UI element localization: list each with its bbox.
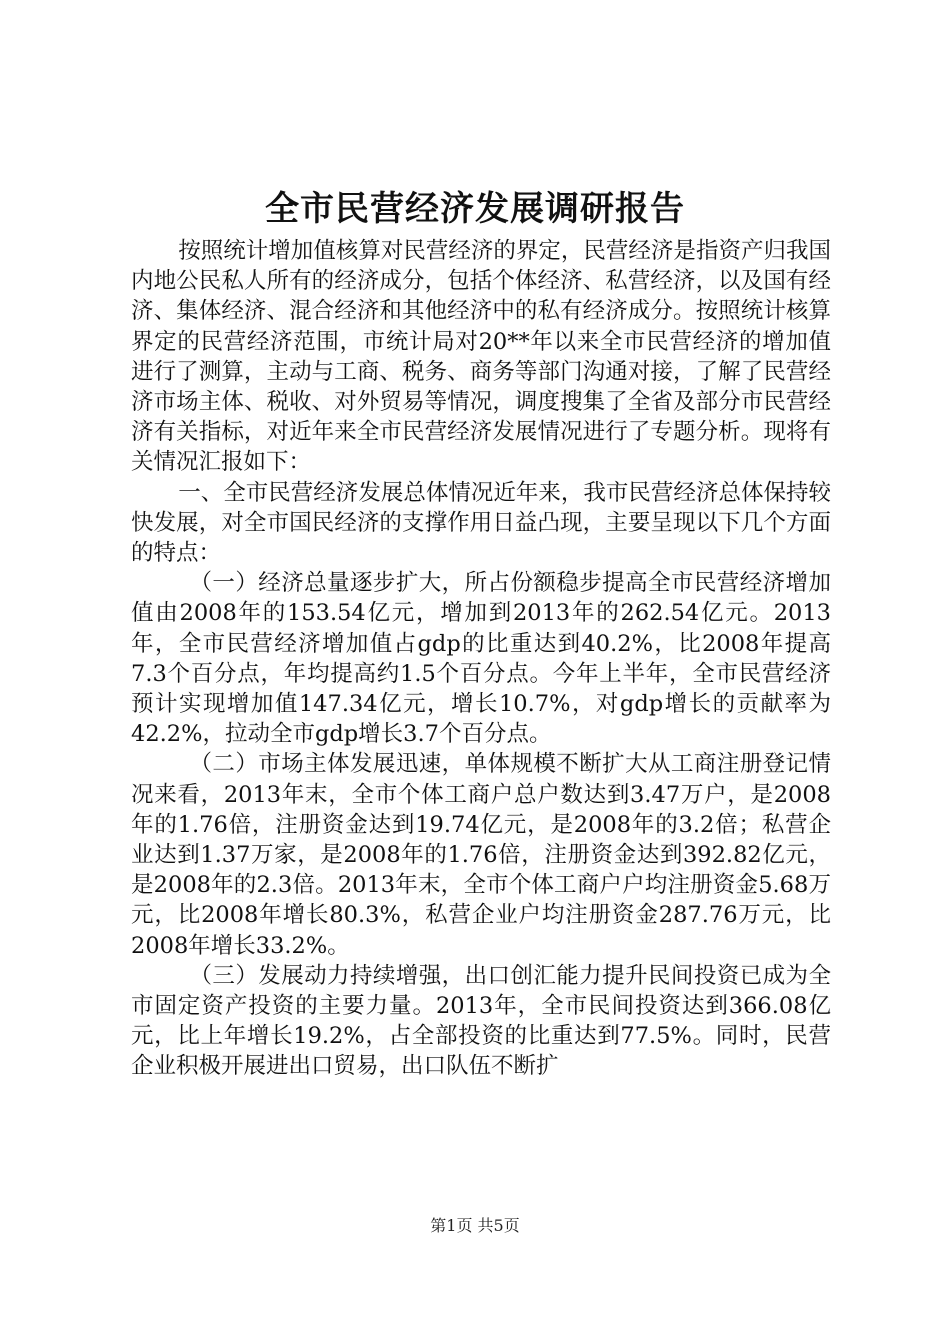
paragraph-subsection-2: （二）市场主体发展迅速，单体规模不断扩大从工商注册登记情况来看，2013年末，全市个体工商户总户数达到3.47万户，是2008年的1.76倍，注册资金达到19.74亿元，是2008年的3.2倍；私营企业达到1.37万家，是2008年的1.76倍，注册资金达到392.82亿元，是2008年的2.3倍。2013年末，全市个体工商户户均注册资金5.68万元，比2008年增长80.3%，私营企业户均注册资金287.76万元，比2008年增长33.2%。: [131, 751, 831, 959]
document-body: [131, 236, 831, 1082]
paragraph-subsection-1: （一）经济总量逐步扩大，所占份额稳步提高全市民营经济增加值由2008年的153.54亿元，增加到2013年的262.54亿元。2013年，全市民营经济增加值占gdp的比重达到40.2%，比2008年提高7.3个百分点，年均提高约1.5个百分点。今年上半年，全市民营经济预计实现增加值147.34亿元，增长10.7%，对gdp增长的贡献率为42.2%，拉动全市gdp增长3.7个百分点。: [131, 570, 831, 748]
paragraph-section-1: 一、全市民营经济发展总体情况近年来，我市民营经济总体保持较快发展，对全市国民经济的支撑作用日益凸现，主要呈现以下几个方面的特点：: [131, 479, 831, 567]
page-footer: 第1页 共5页: [430, 1216, 520, 1235]
paragraph-subsection-3: （三）发展动力持续增强，出口创汇能力提升民间投资已成为全市固定资产投资的主要力量。2013年，全市民间投资达到366.08亿元，比上年增长19.2%，占全部投资的比重达到77.5%。同时，民营企业积极开展进出口贸易，出口队伍不断扩: [131, 962, 831, 1080]
paragraph-intro: 按照统计增加值核算对民营经济的界定，民营经济是指资产归我国内地公民私人所有的经济成分，包括个体经济、私营经济，以及国有经济、集体经济、混合经济和其他经济中的私有经济成分。按照统计核算界定的民营经济范围，市统计局对20**年以来全市民营经济的增加值进行了测算，主动与工商、税务、商务等部门沟通对接，了解了民营经济市场主体、税收、对外贸易等情况，调度搜集了全省及部分市民营经济有关指标，对近年来全市民营经济发展情况进行了专题分析。现将有关情况汇报如下：: [131, 238, 831, 476]
document-title: 全市民营经济发展调研报告: [265, 189, 685, 229]
